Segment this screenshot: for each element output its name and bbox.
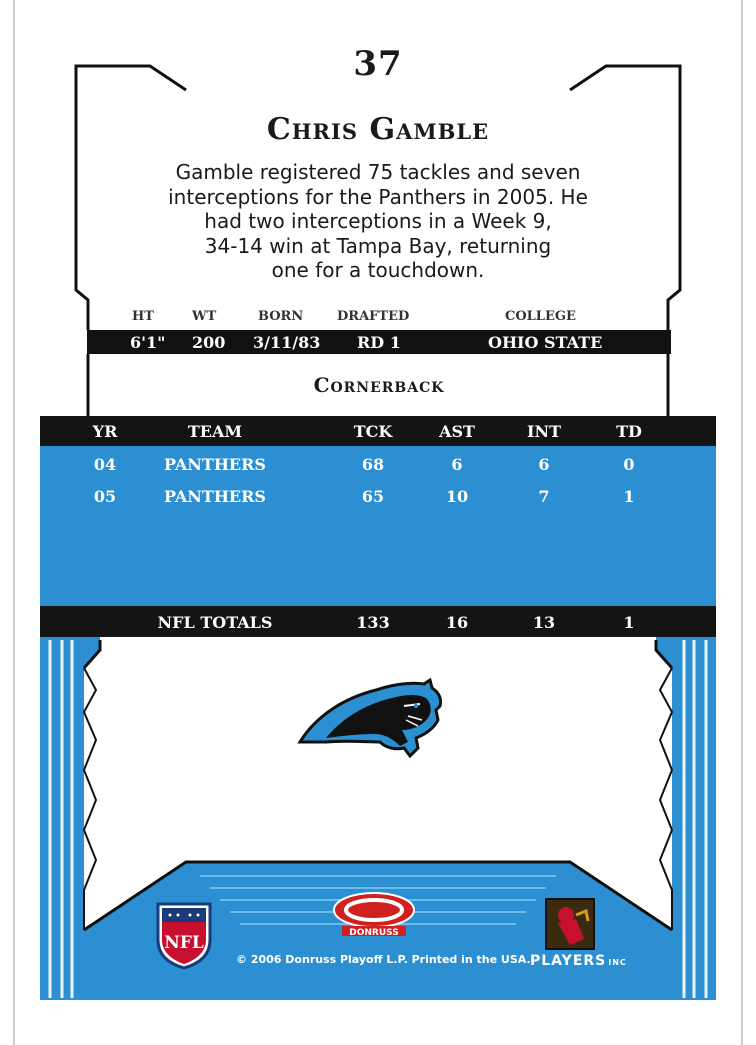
vitals-value-college: OHIO STATE [488,333,603,352]
stats-header-ast: AST [439,422,475,441]
total-ast: 16 [445,613,469,632]
player-bio [110,160,646,283]
stat-ast: 6 [451,455,463,474]
stat-int: 7 [538,487,550,506]
stats-header-yr: YR [92,422,118,441]
bio-line: one for a touchdown. [271,258,485,282]
vitals-header-ht: HT [132,309,154,324]
bio-line: had two interceptions in a Week 9, [204,209,552,233]
nfl-logo-text: NFL [164,933,204,953]
stat-tck: 68 [361,455,385,474]
donruss-logo-text: DONRUSS [349,928,399,938]
vitals-value-wt: 200 [192,333,226,352]
player-position: Cornerback [313,373,445,397]
players-logo-text [530,953,627,969]
stats-header-td: TD [616,422,642,441]
bio-line: 34-14 win at Tampa Bay, returning [204,233,552,258]
stats-header-tck: TCK [353,422,393,441]
stat-td: 0 [623,455,635,474]
bio-line: Gamble registered 75 tackles and seven [175,160,581,184]
stats-header-team: TEAM [187,422,243,441]
stat-ast: 10 [445,487,469,506]
vitals-value-drafted: RD 1 [357,333,401,352]
vitals-value-ht: 6'1" [130,333,166,352]
nfl-shield-icon [154,898,214,970]
vitals-header-drafted: DRAFTED [337,309,410,324]
bio-line: interceptions for the Panthers in 2005. He [168,184,588,209]
stat-yr: 04 [93,455,117,474]
copyright-text: © 2006 Donruss Playoff L.P. Printed in the USA. [236,953,531,966]
total-tck: 133 [356,613,390,632]
stat-int: 6 [538,455,550,474]
stat-tck: 65 [361,487,385,506]
total-int: 13 [532,613,556,632]
player-name: Chris Gamble [266,112,490,147]
vitals-value-born: 3/11/83 [253,333,321,352]
stat-team: PANTHERS [164,487,266,506]
total-td: 1 [623,613,635,632]
totals-label: NFL TOTALS [157,613,273,632]
stat-td: 1 [623,487,635,506]
vitals-header-wt: WT [192,309,217,324]
donruss-logo-icon [332,890,416,938]
stat-yr: 05 [93,487,117,506]
players-logo-word: PLAYERS [530,953,607,969]
card-number: 37 [353,44,403,84]
players-logo-suffix: INC [608,958,627,967]
stat-team: PANTHERS [164,455,266,474]
vitals-header-born: BORN [258,309,304,324]
panthers-logo-icon [296,676,446,764]
stats-header-int: INT [526,422,561,441]
vitals-header-college: COLLEGE [505,309,576,324]
